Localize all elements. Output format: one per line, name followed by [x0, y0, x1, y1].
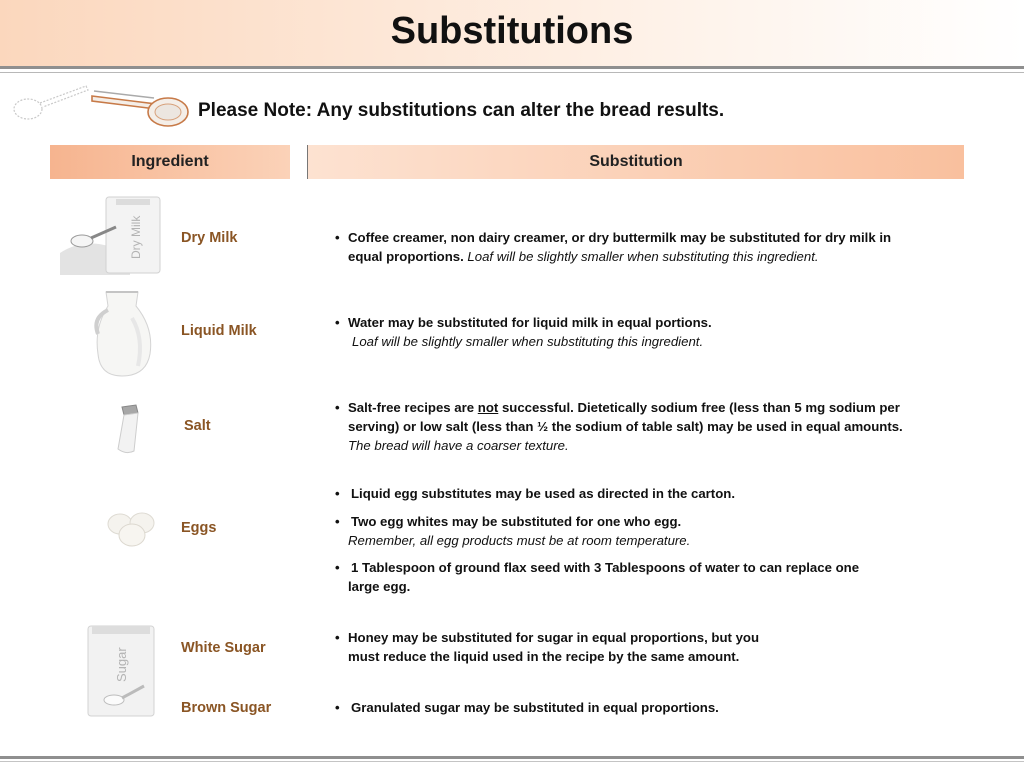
substitution-salt: • Salt-free recipes are not successful. Dietetically sodium free (less than 5 mg sodium per serving) or low salt (less than ½ the sodium of table salt) may be used in equal amounts. The bread will have a coarser texture.: [335, 400, 903, 453]
sugar-bag-image: [82, 622, 160, 720]
dry-milk-image: [60, 193, 162, 275]
page-title: Substitutions: [390, 10, 634, 52]
footer-divider-thin: [0, 761, 1024, 762]
eggs-image: [106, 508, 158, 548]
substitution-dry-milk: • Coffee creamer, non dairy creamer, or dry buttermilk may be substituted for dry milk in equal proportions. Loaf will be slightly smaller when substituting this ingredient.: [335, 230, 892, 264]
dry-milk-bag-label: Dry Milk: [129, 215, 143, 259]
salt-shaker-image: [108, 403, 148, 457]
title-divider-thin: [0, 72, 1024, 73]
substitution-eggs-item-3: • 1 Tablespoon of ground flax seed with 3 Tablespoons of water to can replace one large egg.: [335, 560, 860, 594]
measuring-spoons-icon: [6, 76, 192, 130]
substitution-brown-sugar: • Granulated sugar may be substituted in equal proportions.: [335, 700, 719, 715]
ingredient-dry-milk: Dry Milk: [181, 230, 238, 246]
substitution-eggs-item-2: • Two egg whites may be substituted for one who egg. Remember, all egg products must be at room temperature.: [335, 514, 691, 548]
ingredient-salt: Salt: [184, 418, 211, 434]
substitution-white-sugar: • Honey may be substituted for sugar in equal proportions, but you must reduce the liquid used in the recipe by the same amount.: [335, 630, 760, 664]
sugar-bag-label: Sugar: [114, 647, 129, 682]
ingredient-brown-sugar: Brown Sugar: [181, 700, 272, 716]
milk-jug-image: [92, 288, 162, 380]
substitution-eggs-item-1: • Liquid egg substitutes may be used as directed in the carton.: [335, 486, 735, 501]
ingredient-liquid-milk: Liquid Milk: [181, 323, 257, 339]
ingredient-white-sugar: White Sugar: [181, 640, 266, 656]
ingredient-eggs: Eggs: [181, 520, 217, 536]
title-divider: [0, 66, 1024, 69]
substitution-liquid-milk: • Water may be substituted for liquid milk in equal portions. Loaf will be slightly smaller when substituting this ingredient.: [335, 315, 712, 349]
substitution-note: Please Note: Any substitutions can alter the bread results.: [198, 100, 725, 121]
header-substitution: Substitution: [308, 145, 964, 179]
footer-divider: [0, 756, 1024, 759]
header-ingredient: Ingredient: [50, 145, 290, 179]
